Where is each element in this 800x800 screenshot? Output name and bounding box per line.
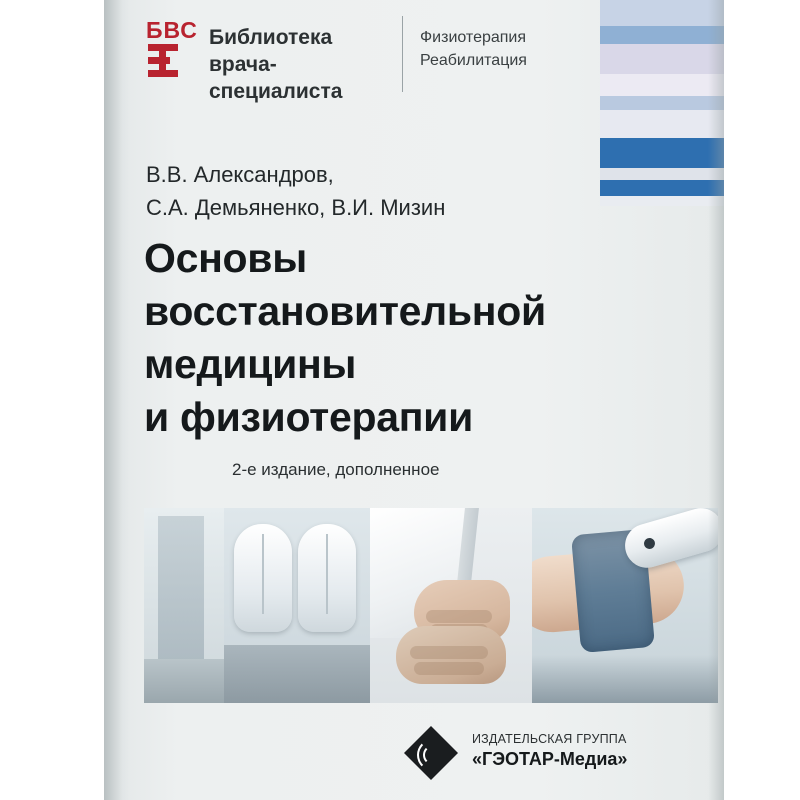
photo-panel-equipment <box>224 508 370 703</box>
publisher-text <box>472 732 702 770</box>
authors-line1: В.В. Александров, <box>146 162 334 187</box>
series-topic-line2: Реабилитация <box>420 52 527 69</box>
deco-bar-4 <box>600 74 724 96</box>
series-title-line2: врача-специалиста <box>209 53 343 103</box>
book-cover <box>104 0 724 800</box>
cover-photo <box>144 508 718 703</box>
right-edge-shadow <box>708 0 724 800</box>
publisher-name: «ГЭОТАР-Медиа» <box>472 749 628 769</box>
photo-device-head-right <box>298 524 356 632</box>
book-title <box>144 232 664 444</box>
book-title-line3: медицины <box>144 341 357 387</box>
photo-panel-room <box>144 508 224 703</box>
series-topic-line1: Физиотерапия <box>420 29 527 46</box>
publisher-block <box>404 726 704 786</box>
publisher-logo-icon <box>404 726 458 780</box>
series-logo-letters: БВС <box>146 17 198 43</box>
photo-doorway <box>158 516 204 666</box>
photo-panel-therapy <box>532 508 718 703</box>
deco-bar-9 <box>600 180 724 196</box>
photo-device-head-left <box>234 524 292 632</box>
deco-bar-7 <box>600 138 724 168</box>
deco-bar-8 <box>600 168 724 180</box>
photo-shadow <box>532 655 718 703</box>
deco-bar-5 <box>600 96 724 110</box>
bvs-red-mark-icon <box>148 44 178 78</box>
photo-hand-lower <box>396 626 506 684</box>
authors-line2: С.А. Демьяненко, В.И. Мизин <box>146 195 446 220</box>
authors <box>146 158 616 224</box>
deco-bar-3 <box>600 44 724 74</box>
book-title-line4: и физиотерапии <box>144 394 473 440</box>
deco-bar-2 <box>600 26 724 44</box>
deco-bar-1 <box>600 0 724 26</box>
series-title <box>209 24 399 105</box>
book-title-line2: восстановительной <box>144 288 546 334</box>
deco-bar-10 <box>600 196 724 206</box>
series-topic <box>420 26 610 72</box>
publisher-group-label: ИЗДАТЕЛЬСКАЯ ГРУППА <box>472 732 627 746</box>
series-divider <box>402 16 403 92</box>
photo-floor <box>144 659 224 703</box>
photo-device-base <box>224 645 370 703</box>
deco-bar-6 <box>600 110 724 138</box>
series-title-line1: Библиотека <box>209 26 333 49</box>
edition-note: 2-е издание, дополненное <box>232 460 440 479</box>
photo-panel-hands <box>370 508 532 703</box>
spine-shadow <box>104 0 130 800</box>
series-logo <box>146 18 216 82</box>
book-title-line1: Основы <box>144 235 307 281</box>
